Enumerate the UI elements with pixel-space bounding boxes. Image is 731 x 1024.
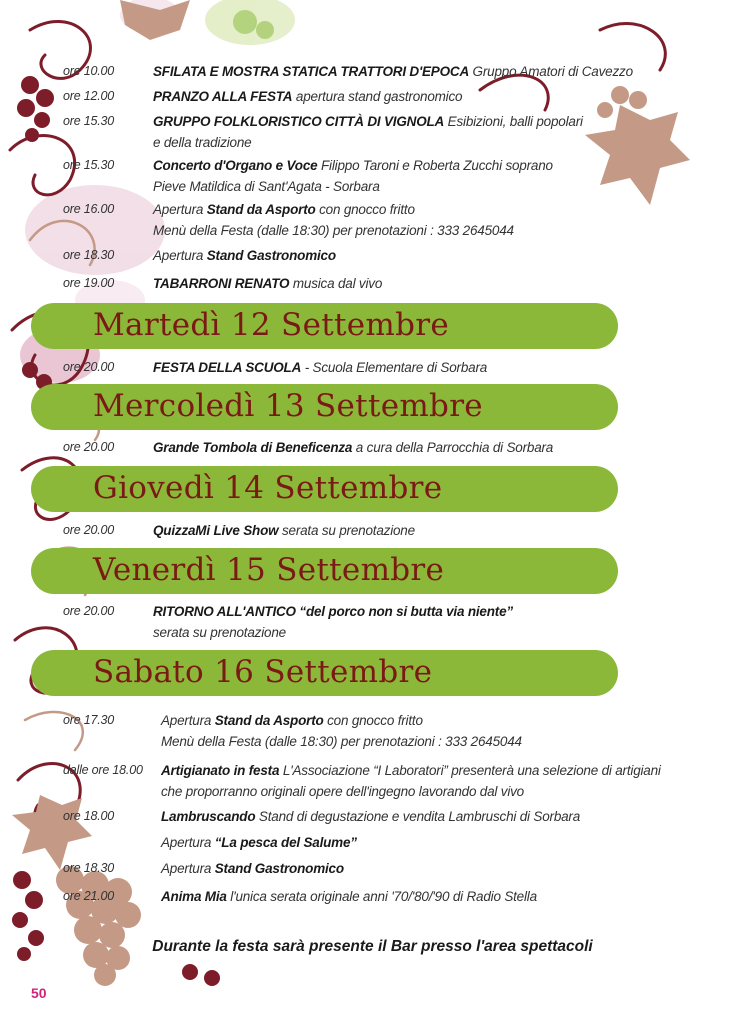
day-title: Mercoledì 13 Settembre: [93, 388, 483, 424]
event-desc: Esibizioni, balli popolari: [444, 114, 583, 129]
event-desc: Filippo Taroni e Roberta Zucchi soprano: [317, 158, 553, 173]
event-time: ore 16.00: [63, 202, 115, 216]
day-title: Venerdì 15 Settembre: [93, 552, 445, 588]
event-time: ore 12.00: [63, 89, 115, 103]
event-time: ore 20.00: [63, 440, 115, 454]
day-banner-tuesday: [31, 303, 618, 349]
event-title: Stand Gastronomico: [206, 248, 336, 263]
event-time: ore 18.00: [63, 809, 115, 823]
event-desc: l'unica serata originale anni '70/'80/'90 di Radio Stella: [226, 889, 537, 904]
event-title: Stand da Asporto: [214, 713, 324, 728]
event-time: ore 20.00: [63, 604, 115, 618]
event-time: ore 20.00: [63, 523, 115, 537]
event-desc-line2: serata su prenotazione: [153, 625, 286, 640]
event-title: TABARRONI RENATO: [153, 276, 290, 291]
event-desc: serata su prenotazione: [278, 523, 415, 538]
event-title: Grande Tombola di Beneficenza: [153, 440, 353, 455]
page-number: 50: [31, 985, 47, 1001]
event-title: RITORNO ALL'ANTICO “del porco non si butta via niente”: [153, 604, 513, 619]
event-time: ore 21.00: [63, 889, 115, 903]
event-desc-line2: Pieve Matildica di Sant'Agata - Sorbara: [153, 179, 380, 194]
event-desc-line2: Menù della Festa (dalle 18:30) per prenotazioni : 333 2645044: [161, 734, 522, 749]
event-time: ore 18.30: [63, 248, 115, 262]
event-desc: con gnocco fritto: [323, 713, 423, 728]
day-title: Martedì 12 Settembre: [93, 307, 450, 343]
event-desc: apertura stand gastronomico: [292, 89, 463, 104]
event-title: Anima Mia: [161, 889, 227, 904]
event-desc-line2: che proporranno originali opere dell'ingegno lavorando dal vivo: [161, 784, 524, 799]
event-desc: Stand di degustazione e vendita Lambruschi di Sorbara: [255, 809, 581, 824]
event-prefix: Apertura: [153, 248, 207, 263]
event-desc: musica dal vivo: [289, 276, 383, 291]
event-title: PRANZO ALLA FESTA: [153, 89, 293, 104]
event-prefix: Apertura: [161, 861, 215, 876]
day-banner-wednesday: [31, 384, 618, 430]
event-desc: L'Associazione “I Laboratori” presenterà una selezione di artigiani: [279, 763, 661, 778]
event-title: Concerto d'Organo e Voce: [153, 158, 318, 173]
event-time: ore 15.30: [63, 158, 115, 172]
event-prefix: Apertura: [153, 202, 207, 217]
event-desc: con gnocco fritto: [315, 202, 415, 217]
event-prefix: Apertura: [161, 835, 215, 850]
event-time: ore 15.30: [63, 114, 115, 128]
event-title: “La pesca del Salume”: [214, 835, 357, 850]
day-title: Giovedì 14 Settembre: [93, 470, 443, 506]
day-banner-thursday: [31, 466, 618, 512]
day-banner-saturday: [31, 650, 618, 696]
event-desc: - Scuola Elementare di Sorbara: [301, 360, 488, 375]
event-title: FESTA DELLA SCUOLA: [153, 360, 302, 375]
event-title: Lambruscando: [161, 809, 256, 824]
event-prefix: Apertura: [161, 713, 215, 728]
event-title: Artigianato in festa: [161, 763, 280, 778]
event-time: dalle ore 18.00: [63, 763, 143, 777]
event-desc-line2: e della tradizione: [153, 135, 252, 150]
footer-note: Durante la festa sarà presente il Bar presso l'area spettacoli: [152, 938, 593, 955]
event-time: ore 10.00: [63, 64, 115, 78]
event-title: SFILATA E MOSTRA STATICA TRATTORI D'EPOCA: [153, 64, 469, 79]
day-title: Sabato 16 Settembre: [93, 654, 433, 690]
event-title: GRUPPO FOLKLORISTICO CITTÀ DI VIGNOLA: [153, 114, 445, 129]
event-time: ore 17.30: [63, 713, 115, 727]
day-banner-friday: [31, 548, 618, 594]
event-title: Stand Gastronomico: [214, 861, 344, 876]
event-time: ore 19.00: [63, 276, 115, 290]
event-time: ore 18.30: [63, 861, 115, 875]
event-title: QuizzaMi Live Show: [153, 523, 279, 538]
event-desc: a cura della Parrocchia di Sorbara: [352, 440, 554, 455]
event-title: Stand da Asporto: [206, 202, 316, 217]
event-desc-line2: Menù della Festa (dalle 18:30) per prenotazioni : 333 2645044: [153, 223, 514, 238]
event-desc: Gruppo Amatori di Cavezzo: [469, 64, 633, 79]
event-time: ore 20.00: [63, 360, 115, 374]
